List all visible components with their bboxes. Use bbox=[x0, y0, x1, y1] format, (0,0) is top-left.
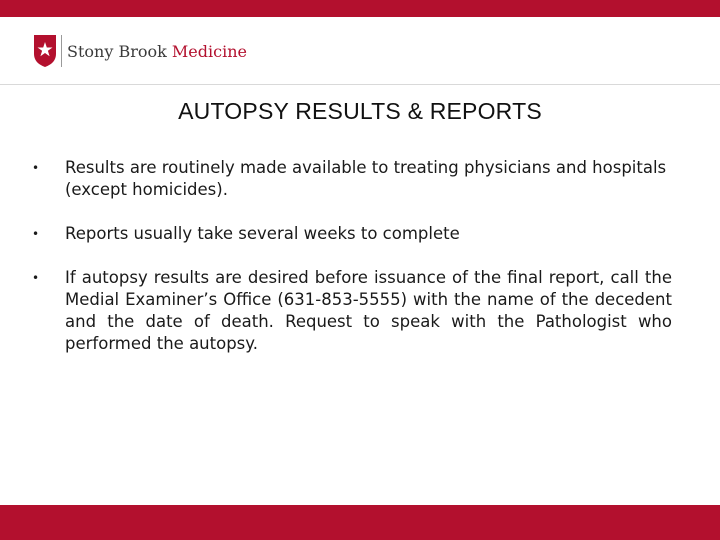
bullet-text: Reports usually take several weeks to complete bbox=[65, 224, 460, 243]
bullet-item bbox=[32, 223, 672, 245]
slide-title: AUTOPSY RESULTS & REPORTS bbox=[178, 98, 542, 124]
bullet-icon: • bbox=[32, 227, 40, 241]
shield-star-icon bbox=[33, 34, 57, 68]
stony-brook-medicine-logo bbox=[33, 33, 247, 69]
bullet-item bbox=[32, 157, 672, 201]
bullet-text: If autopsy results are desired before issuance of the final report, call the Medial Examiner’s Office (631-853-5555) with the name of the decedent and the date of death. Request to speak with the Pathologist who performed the autopsy. bbox=[65, 268, 672, 353]
logo-text-medicine: Medicine bbox=[171, 41, 247, 61]
bullet-list bbox=[32, 157, 672, 377]
header-divider bbox=[0, 84, 720, 85]
logo-separator bbox=[61, 35, 62, 67]
bullet-text: Results are routinely made available to treating physicians and hospitals (except homicides). bbox=[65, 158, 667, 199]
logo-wordmark bbox=[67, 42, 247, 61]
logo-text-stony-brook: Stony Brook bbox=[67, 41, 167, 61]
bullet-icon: • bbox=[32, 271, 40, 285]
bottom-accent-bar bbox=[0, 505, 720, 540]
bullet-item bbox=[32, 267, 672, 355]
bullet-icon: • bbox=[32, 161, 40, 175]
top-accent-bar bbox=[0, 0, 720, 17]
